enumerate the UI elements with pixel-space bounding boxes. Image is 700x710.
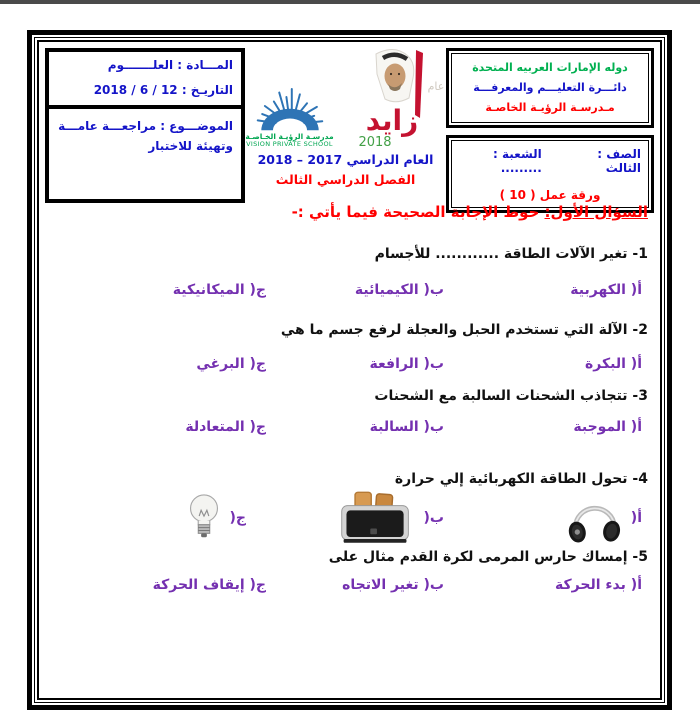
headphones-icon [565, 492, 623, 544]
section-label: الشعبة : ......... [493, 147, 542, 175]
question-5: 5- إمساك حارس المرمى لكرة القدم مثال على [328, 549, 648, 565]
zayed-year-text: 2018 [357, 135, 392, 149]
option-a[interactable]: أ‎)‎ الموجبة [573, 419, 642, 435]
question-4-options [51, 489, 648, 547]
quiz-title [51, 203, 648, 221]
worksheet-header [45, 48, 654, 202]
ministry-box [446, 48, 654, 128]
academic-year: العام الدراسي 2017 – 2018 [257, 152, 434, 167]
option-b[interactable]: ب‎)‎ السالبة [369, 419, 444, 435]
option-b[interactable]: ب‎)‎ الكيميائية [354, 282, 444, 298]
semester: الفصل الدراسي الثالث [275, 172, 416, 187]
light-bulb-icon [186, 493, 222, 543]
school-name: مـدرسـة الرؤيـة الخاصـة [485, 101, 615, 114]
option-b-label: ب‎)‎ [423, 510, 444, 526]
option-c[interactable]: ج‎)‎ المتعادلة [185, 419, 266, 435]
subject-box [45, 48, 245, 203]
quiz-title-lead: السؤال الأول: [544, 203, 648, 221]
question-5-options [51, 577, 648, 593]
question-3: 3- تتجاذب الشحنات السالبة مع الشحنات [374, 388, 648, 404]
ministry-column [446, 48, 654, 213]
question-1: 1- تغير الآلات الطاقة ............ للأجسام [374, 246, 648, 262]
worksheet-page [27, 30, 672, 710]
option-b-toaster[interactable] [246, 490, 444, 546]
question-2: 2- الآلة التي تستخدم الحبل والعجلة لرفع جسم ما هي [280, 322, 648, 338]
worksheet-number: ورقة عمل ( 10 ) [499, 188, 601, 202]
option-c-label: ج‎)‎ [229, 510, 246, 526]
option-c[interactable]: ج‎)‎ إيقاف الحركة [152, 577, 266, 593]
school-logo-name-en: VISION PRIVATE SCHOOL [246, 140, 333, 149]
toaster-icon [336, 490, 416, 546]
option-a[interactable]: أ‎)‎ الكهربية [570, 282, 642, 298]
question-3-options [51, 419, 648, 435]
option-a[interactable]: أ‎)‎ البكرة [585, 356, 642, 372]
window-top-bar [0, 0, 700, 4]
zayed-aam-text: عام [427, 80, 444, 93]
class-box [446, 135, 654, 213]
sunburst-icon [246, 80, 334, 132]
option-c[interactable]: ج‎)‎ الميكانيكية [172, 282, 266, 298]
education-department: دائـــرة التعليـــم والمعرفـــة [473, 81, 627, 94]
school-logo-name-ar: مدرسـة الرؤيـة الخـاصـة [245, 132, 334, 142]
grade-label: الصف : الثالث [597, 147, 641, 175]
date-label: التاريـخ : 12 / 6 / 2018 [93, 83, 233, 97]
question-4: 4- تحول الطاقة الكهربائية إلي حرارة [394, 471, 648, 487]
question-2-options [51, 356, 648, 372]
school-logo [244, 80, 336, 149]
option-b[interactable]: ب‎)‎ الرافعة [369, 356, 444, 372]
logo-column [245, 48, 444, 187]
country-name: دوله الإمارات العربيه المتحدة [472, 61, 628, 74]
option-b[interactable]: ب‎)‎ تغير الاتجاه [342, 577, 444, 593]
subject-column [45, 48, 245, 203]
option-a-label: أ‎)‎ [630, 510, 642, 526]
zayed-name-text: زايد [365, 104, 418, 137]
topic-label: الموضـــوع : مراجعـــة عامـــة وتهيئة للاختبار [58, 119, 233, 154]
question-1-options [51, 282, 648, 298]
option-c-bulb[interactable] [51, 493, 246, 543]
option-a[interactable]: أ‎)‎ بدء الحركة [555, 577, 642, 593]
option-c[interactable]: ج‎)‎ البرغي [196, 356, 266, 372]
subject-label: المـــادة : العلـــــــوم [107, 58, 233, 72]
logos-row [244, 48, 448, 149]
quiz-section [45, 203, 654, 593]
quiz-title-rest: حوط الإجابة الصحيحة فيما يأتي :- [291, 203, 545, 221]
zayed-2018-logo [348, 48, 448, 149]
option-a-headphones[interactable] [444, 492, 642, 544]
